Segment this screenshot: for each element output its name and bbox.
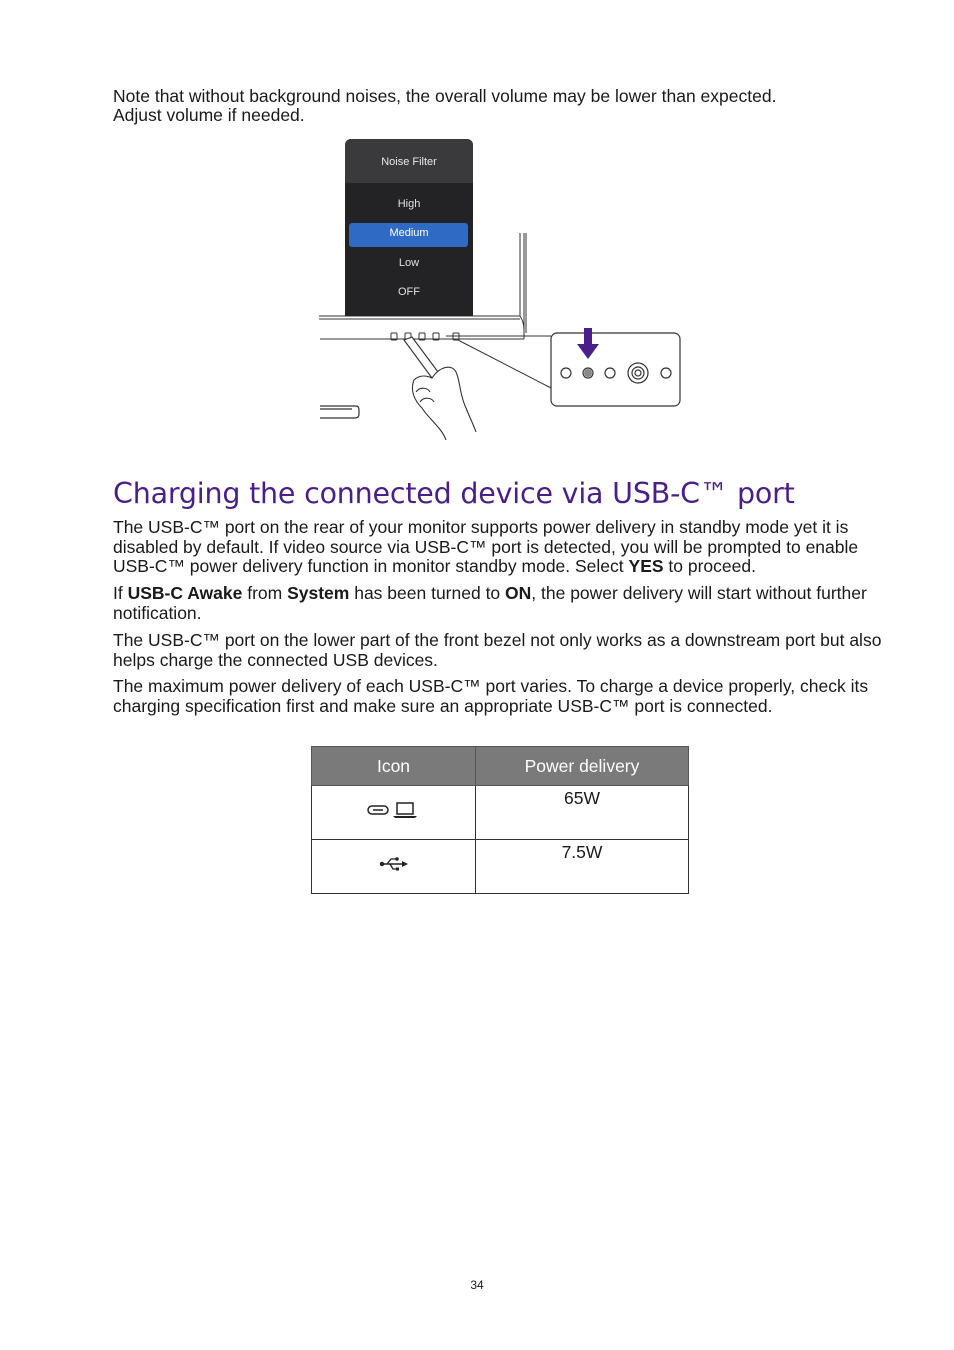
page-number: 34 — [470, 1278, 484, 1292]
callout-lines — [446, 336, 551, 388]
paragraph-text: If — [113, 583, 128, 603]
menu-title: Noise Filter — [381, 156, 437, 168]
bold-yes: YES — [628, 556, 664, 576]
noise-filter-illustration — [0, 0, 954, 460]
table-row — [312, 786, 689, 840]
paragraph-max-power: The maximum power delivery of each USB-C™ port varies. To charge a device properly, check its charging specification first and make sure an appropriate USB-C™ port is connected. — [113, 676, 869, 716]
usbc-laptop-icon — [366, 800, 422, 820]
paragraph-text: from — [242, 583, 288, 603]
paragraph-text: The USB-C™ port on the rear of your monitor supports power delivery in standby mode yet it is disabled by default. If video source via USB-C™ port is detected, you will be prompted to enable USB-C™ power delivery function in monitor standby mode. Select — [113, 517, 859, 576]
table-header-row — [312, 747, 689, 786]
button-zoom-box — [551, 333, 680, 406]
menu-option-low[interactable]: Low — [398, 257, 420, 269]
table-cell-icon — [312, 840, 476, 894]
bold-usbc-awake: USB-C Awake — [127, 583, 243, 603]
paragraph-front-port: The USB-C™ port on the lower part of the front bezel not only works as a downstream port but also helps charge the connected USB devices. — [113, 630, 882, 670]
menu-option-high[interactable]: High — [397, 198, 421, 210]
paragraph-standby-power — [113, 518, 888, 577]
menu-option-medium[interactable]: Medium — [389, 227, 429, 239]
bold-on: ON — [505, 583, 532, 603]
menu-option-off[interactable]: OFF — [398, 286, 420, 298]
table-cell-value: 7.5W — [476, 840, 689, 894]
section-title: Charging the connected device via USB-C™ port — [113, 477, 795, 510]
noise-filter-menu — [345, 139, 473, 316]
power-delivery-table — [311, 746, 689, 894]
paragraph-usbc-awake — [113, 584, 888, 623]
table-row — [312, 840, 689, 894]
table-cell-value: 65W — [476, 786, 689, 840]
paragraph-text: has been turned to — [349, 583, 506, 603]
intro-note-line2: Adjust volume if needed. — [113, 105, 305, 125]
pressed-button-highlight — [584, 369, 592, 377]
table-header-icon: Icon — [312, 747, 476, 786]
paragraph-text: , the power delivery will start without further notification. — [113, 583, 867, 623]
pressing-hand — [404, 337, 476, 440]
paragraph-text: to proceed. — [663, 556, 756, 576]
bold-system: System — [287, 583, 350, 603]
intro-note-line1: Note that without background noises, the overall volume may be lower than expected. — [113, 86, 777, 106]
monitor-stand-base — [320, 406, 359, 418]
table-header-power: Power delivery — [476, 747, 689, 786]
usb-trident-icon — [379, 856, 409, 872]
table-cell-icon — [312, 786, 476, 840]
